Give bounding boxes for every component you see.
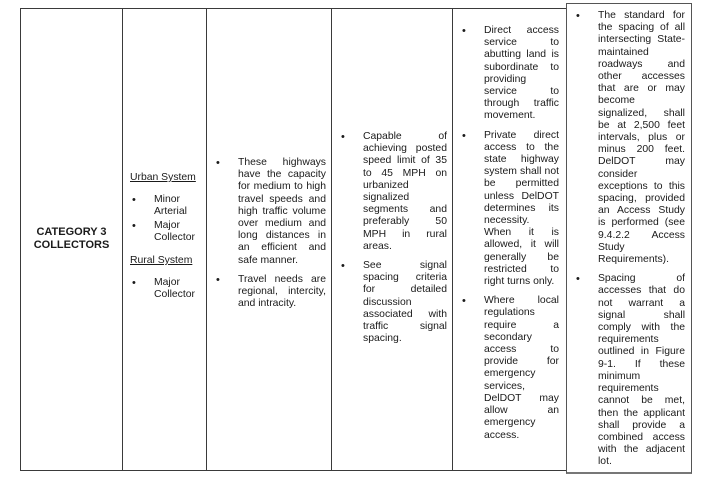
list-item: • Private direct access to the state highway system shall not be permitted unless DelDOT determines its necessity. When it is allowed, it will generally be restricted to right turns only. bbox=[460, 130, 559, 289]
list-item: • Major Collector bbox=[130, 277, 202, 301]
urban-system-list bbox=[130, 194, 202, 244]
speed-list bbox=[339, 131, 447, 345]
category-subtitle: COLLECTORS bbox=[33, 239, 110, 251]
access-list bbox=[460, 25, 559, 442]
list-item: • These highways have the capacity for medium to high travel speeds and high traffic volume over medium and long distances in an efficient and safe manner. bbox=[214, 157, 326, 267]
list-item: • Capable of achieving posted speed limit of 35 to 45 MPH on urbanized signalized segments and preferably 50 MPH in rural areas. bbox=[339, 131, 447, 253]
description-cell bbox=[214, 157, 326, 310]
category-title: CATEGORY 3 bbox=[36, 226, 107, 238]
list-item: • Direct access service to abutting land is subordinate to providing service to through traffic movement. bbox=[460, 25, 559, 123]
list-item: • Minor Arterial bbox=[130, 194, 202, 218]
rural-system-list bbox=[130, 277, 202, 301]
spacing-cell bbox=[574, 10, 685, 469]
urban-system-heading: Urban System bbox=[130, 172, 196, 183]
access-cell bbox=[460, 25, 559, 442]
list-item: • Where local regulations require a secondary access to provide for emergency services, DelDOT may allow an emergency access. bbox=[460, 295, 559, 441]
column-divider bbox=[331, 9, 332, 470]
description-list bbox=[214, 157, 326, 310]
category-cell bbox=[21, 226, 122, 252]
spacing-list bbox=[574, 10, 685, 469]
list-item: • Spacing of accesses that do not warrant a signal shall comply with the requirements outlined in Figure 9-1. If these minimum requirements cannot be met, then the applicant shall provide a combined access with the adjacent lot. bbox=[574, 273, 685, 468]
functional-classification-cell bbox=[130, 172, 202, 303]
column-divider bbox=[452, 9, 453, 470]
list-item: • The standard for the spacing of all intersecting State-maintained roadways and other accesses that are or may become signalized, shall be at 2,500 feet intervals, plus or minus 200 feet. DelDOT may consider exceptions to this spacing, provided an Access Study is performed (see 9.4.2.2 Access Study Requirements). bbox=[574, 10, 685, 266]
column-divider bbox=[122, 9, 123, 470]
speed-cell bbox=[339, 131, 447, 345]
list-item: • Travel needs are regional, intercity, and intracity. bbox=[214, 274, 326, 311]
list-item: • See signal spacing criteria for detailed discussion associated with traffic signal spacing. bbox=[339, 260, 447, 345]
column-divider bbox=[206, 9, 207, 470]
rural-system-heading: Rural System bbox=[130, 255, 193, 267]
list-item: • Major Collector bbox=[130, 220, 202, 244]
